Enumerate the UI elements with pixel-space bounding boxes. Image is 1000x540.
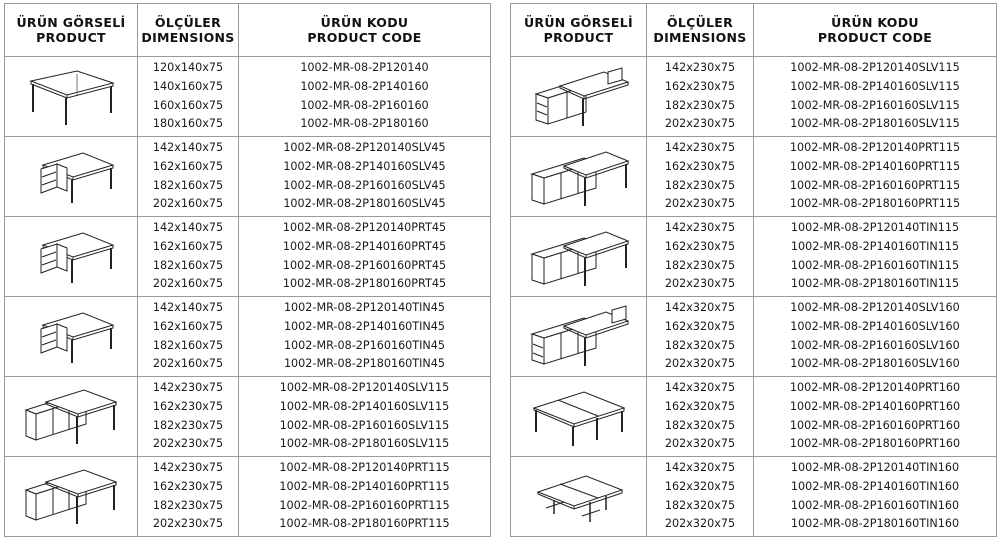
dimensions-cell: 142x320x75 162x320x75 182x320x75 202x320x75 bbox=[647, 457, 754, 537]
table-row bbox=[511, 137, 997, 217]
table-row bbox=[5, 217, 491, 297]
product-image-cell bbox=[511, 137, 647, 217]
product-code-cell: 1002-MR-08-2P120140SLV115 1002-MR-08-2P140160SLV115 1002-MR-08-2P160160SLV115 1002-MR-08-2P180160SLV115 bbox=[239, 377, 491, 457]
table-row bbox=[511, 57, 997, 137]
product-code-cell: 1002-MR-08-2P120140SLV115 1002-MR-08-2P140160SLV115 1002-MR-08-2P160160SLV115 1002-MR-08-2P180160SLV115 bbox=[754, 57, 997, 137]
dimensions-cell: 142x320x75 162x320x75 182x320x75 202x320x75 bbox=[647, 297, 754, 377]
table-row bbox=[5, 137, 491, 217]
dimensions-cell: 142x140x75 162x160x75 182x160x75 202x160x75 bbox=[138, 297, 239, 377]
header-dimensions: ÖLÇÜLER DIMENSIONS bbox=[138, 4, 239, 57]
product-code-cell: 1002-MR-08-2P120140TIN45 1002-MR-08-2P140160TIN45 1002-MR-08-2P160160TIN45 1002-MR-08-2P180160TIN45 bbox=[239, 297, 491, 377]
product-code-cell: 1002-MR-08-2P120140 1002-MR-08-2P140160 1002-MR-08-2P160160 1002-MR-08-2P180160 bbox=[239, 57, 491, 137]
double-desk-icon bbox=[524, 384, 634, 450]
product-table-left bbox=[4, 3, 491, 537]
dimensions-cell: 142x320x75 162x320x75 182x320x75 202x320x75 bbox=[647, 377, 754, 457]
product-image-cell bbox=[511, 457, 647, 537]
dimensions-cell: 142x230x75 162x230x75 182x230x75 202x230x75 bbox=[138, 377, 239, 457]
table-row bbox=[5, 457, 491, 537]
header-product-code: ÜRÜN KODU PRODUCT CODE bbox=[239, 4, 491, 57]
table-header bbox=[5, 4, 491, 57]
column-gap bbox=[496, 0, 510, 540]
desk-with-cabinet-icon bbox=[524, 144, 634, 210]
header-product-image: ÜRÜN GÖRSELİ PRODUCT bbox=[5, 4, 138, 57]
product-table-right bbox=[510, 3, 997, 537]
header-dimensions: ÖLÇÜLER DIMENSIONS bbox=[647, 4, 754, 57]
table-row bbox=[5, 297, 491, 377]
table-row bbox=[5, 57, 491, 137]
product-code-cell: 1002-MR-08-2P120140SLV45 1002-MR-08-2P140160SLV45 1002-MR-08-2P160160SLV45 1002-MR-08-2P180160SLV45 bbox=[239, 137, 491, 217]
desk-with-credenza-icon bbox=[16, 464, 126, 530]
product-image-cell bbox=[5, 57, 138, 137]
dimensions-cell: 142x230x75 162x230x75 182x230x75 202x230x75 bbox=[647, 57, 754, 137]
dimensions-cell: 142x230x75 162x230x75 182x230x75 202x230x75 bbox=[647, 217, 754, 297]
product-image-cell bbox=[511, 57, 647, 137]
product-image-cell bbox=[5, 457, 138, 537]
table-row bbox=[5, 377, 491, 457]
product-image-cell bbox=[5, 137, 138, 217]
product-code-cell: 1002-MR-08-2P120140PRT45 1002-MR-08-2P140160PRT45 1002-MR-08-2P160160PRT45 1002-MR-08-2P180160PRT45 bbox=[239, 217, 491, 297]
product-image-cell bbox=[511, 297, 647, 377]
desk-with-credenza-icon bbox=[16, 384, 126, 450]
dimensions-cell: 142x140x75 162x160x75 182x160x75 202x160x75 bbox=[138, 137, 239, 217]
dimensions-cell: 120x140x75 140x160x75 160x160x75 180x160x75 bbox=[138, 57, 239, 137]
desk-with-pedestal-icon bbox=[21, 305, 121, 369]
desk-with-cabinet-icon bbox=[524, 224, 634, 290]
product-code-cell: 1002-MR-08-2P120140PRT115 1002-MR-08-2P140160PRT115 1002-MR-08-2P160160PRT115 1002-MR-08-2P180160PRT115 bbox=[754, 137, 997, 217]
header-product-code: ÜRÜN KODU PRODUCT CODE bbox=[754, 4, 997, 57]
desk-with-pedestal-icon bbox=[21, 225, 121, 289]
product-image-cell bbox=[5, 297, 138, 377]
product-image-cell bbox=[5, 217, 138, 297]
product-image-cell bbox=[511, 217, 647, 297]
dimensions-cell: 142x140x75 162x160x75 182x160x75 202x160x75 bbox=[138, 217, 239, 297]
table-row bbox=[511, 457, 997, 537]
dimensions-cell: 142x230x75 162x230x75 182x230x75 202x230x75 bbox=[647, 137, 754, 217]
table-header bbox=[511, 4, 997, 57]
product-image-cell bbox=[5, 377, 138, 457]
product-image-cell bbox=[511, 377, 647, 457]
product-code-cell: 1002-MR-08-2P120140TIN160 1002-MR-08-2P140160TIN160 1002-MR-08-2P160160TIN160 1002-MR-08-2P180160TIN160 bbox=[754, 457, 997, 537]
header-product-image: ÜRÜN GÖRSELİ PRODUCT bbox=[511, 4, 647, 57]
product-code-cell: 1002-MR-08-2P120140TIN115 1002-MR-08-2P140160TIN115 1002-MR-08-2P160160TIN115 1002-MR-08-2P180160TIN115 bbox=[754, 217, 997, 297]
desk-with-cabinet-icon bbox=[524, 304, 634, 370]
product-code-cell: 1002-MR-08-2P120140PRT160 1002-MR-08-2P140160PRT160 1002-MR-08-2P160160PRT160 1002-MR-08-2P180160PRT160 bbox=[754, 377, 997, 457]
dimensions-cell: 142x230x75 162x230x75 182x230x75 202x230x75 bbox=[138, 457, 239, 537]
product-code-cell: 1002-MR-08-2P120140SLV160 1002-MR-08-2P140160SLV160 1002-MR-08-2P160160SLV160 1002-MR-08-2P180160SLV160 bbox=[754, 297, 997, 377]
product-code-cell: 1002-MR-08-2P120140PRT115 1002-MR-08-2P140160PRT115 1002-MR-08-2P160160PRT115 1002-MR-08-2P180160PRT115 bbox=[239, 457, 491, 537]
desk-with-cabinet-icon bbox=[524, 64, 634, 130]
table-row bbox=[511, 297, 997, 377]
double-desk-icon bbox=[524, 464, 634, 530]
plain-desk-icon bbox=[21, 65, 121, 129]
desk-with-pedestal-icon bbox=[21, 145, 121, 209]
table-row bbox=[511, 377, 997, 457]
table-row bbox=[511, 217, 997, 297]
